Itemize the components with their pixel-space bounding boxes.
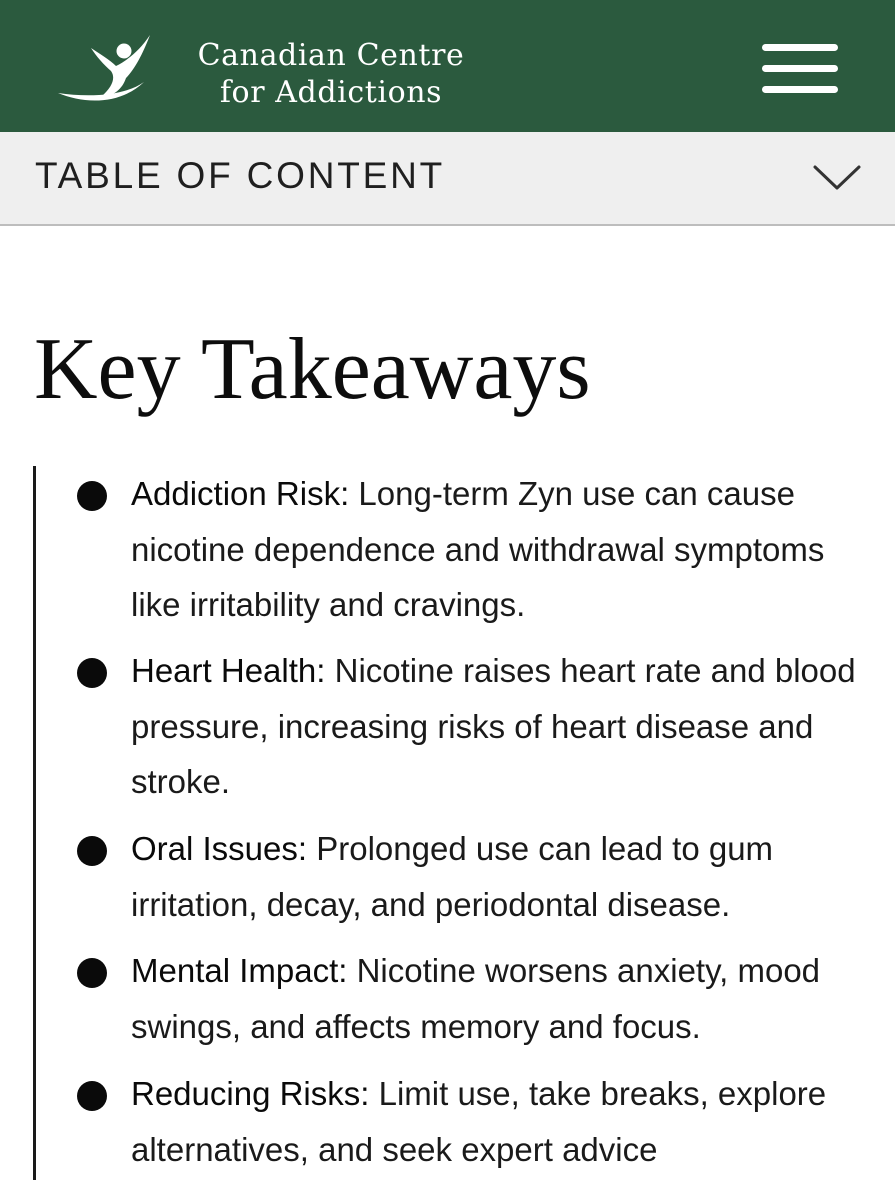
bullet-icon bbox=[77, 958, 107, 988]
person-swoosh-logo-icon bbox=[56, 30, 156, 105]
chevron-down-icon bbox=[812, 163, 862, 193]
takeaway-body: Long-term Zyn use can cause nicotine dependence and withdrawal symptoms like irritability and cravings. bbox=[131, 475, 825, 623]
takeaway-heading: Mental Impact: bbox=[131, 952, 348, 989]
bullet-icon bbox=[77, 1081, 107, 1111]
takeaway-text bbox=[131, 1066, 866, 1177]
takeaway-body: Nicotine raises heart rate and blood pressure, increasing risks of heart disease and stroke. bbox=[131, 652, 856, 800]
takeaway-text bbox=[131, 821, 866, 932]
takeaway-heading: Addiction Risk: bbox=[131, 475, 350, 512]
takeaway-body: Prolonged use can lead to gum irritation, decay, and periodontal disease. bbox=[131, 830, 774, 923]
key-takeaways-list bbox=[33, 466, 881, 1180]
takeaway-heading: Oral Issues: bbox=[131, 830, 308, 867]
site-header bbox=[0, 0, 895, 132]
brand-name-line2: for Addictions bbox=[219, 75, 443, 110]
takeaway-body: Limit use, take breaks, explore alternatives, and seek expert advice bbox=[131, 1075, 827, 1168]
menu-button[interactable] bbox=[758, 40, 842, 100]
logo-icon[interactable] bbox=[56, 30, 156, 105]
bullet-icon bbox=[77, 658, 107, 688]
hamburger-menu-icon-bottom-bar bbox=[762, 86, 838, 93]
takeaway-text bbox=[131, 466, 866, 633]
hamburger-menu-icon-middle-bar bbox=[762, 65, 838, 72]
takeaway-body: Nicotine worsens anxiety, mood swings, and affects memory and focus. bbox=[131, 952, 821, 1045]
takeaway-text bbox=[131, 643, 866, 810]
brand-name[interactable] bbox=[186, 37, 476, 111]
table-of-content-label: TABLE OF CONTENT bbox=[35, 155, 446, 196]
brand-name-line1: Canadian Centre bbox=[197, 38, 465, 73]
takeaway-text bbox=[131, 943, 866, 1054]
bullet-icon bbox=[77, 836, 107, 866]
takeaway-heading: Heart Health: bbox=[131, 652, 326, 689]
bullet-icon bbox=[77, 481, 107, 511]
page-title: Key Takeaways bbox=[34, 321, 591, 418]
takeaway-heading: Reducing Risks: bbox=[131, 1075, 370, 1112]
table-of-content-toggle[interactable] bbox=[0, 132, 895, 226]
hamburger-menu-icon bbox=[762, 44, 838, 51]
